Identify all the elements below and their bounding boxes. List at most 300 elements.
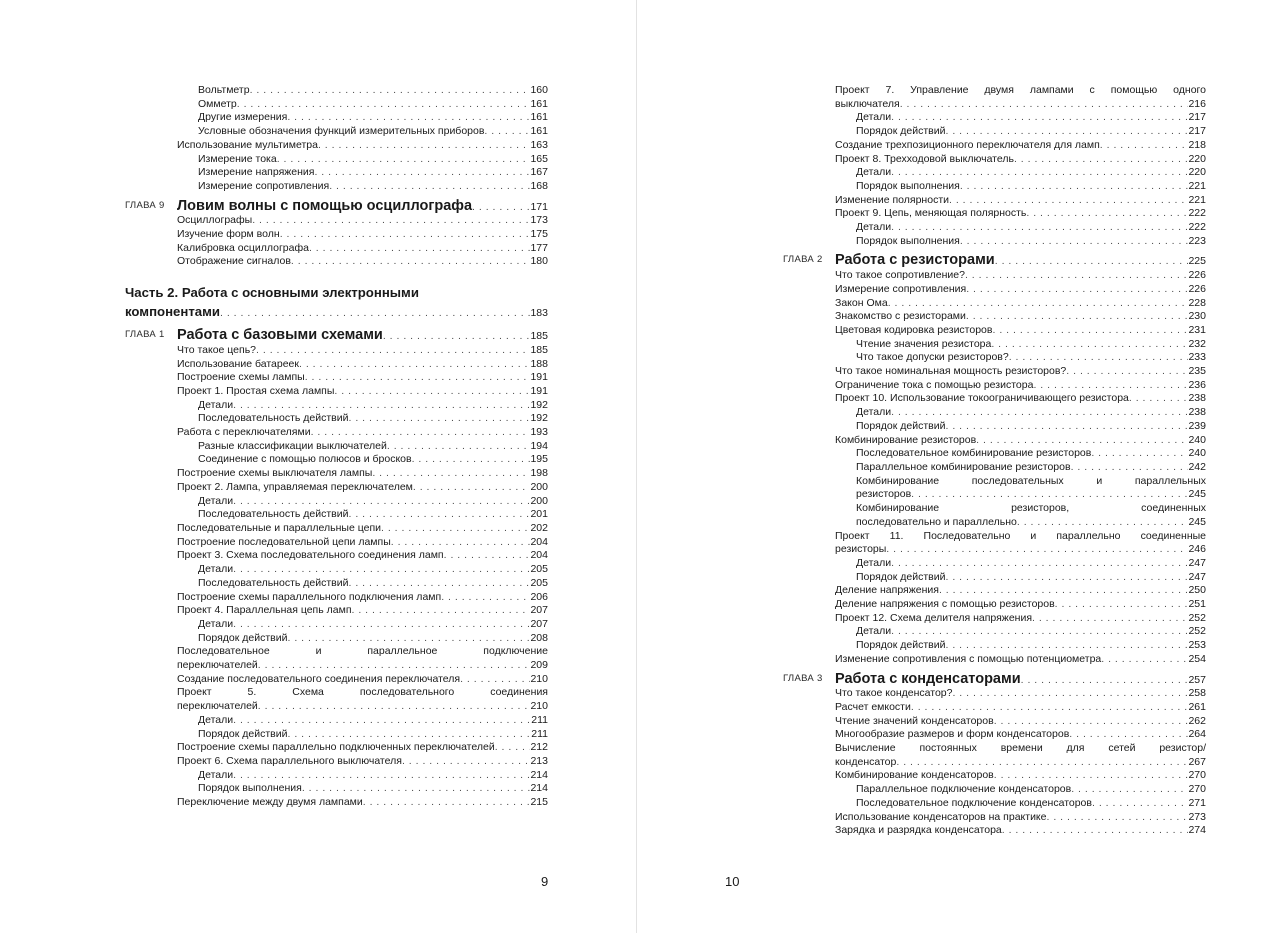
dot-leader <box>960 180 1189 194</box>
toc-entry-title: Использование конденсаторов на практике <box>835 810 1047 823</box>
toc-entry-row <box>835 365 1206 379</box>
dot-leader <box>1002 824 1189 838</box>
toc-entry-row <box>198 412 548 426</box>
toc-page-number: 274 <box>1188 824 1206 837</box>
toc-entry-title: Детали <box>198 494 234 507</box>
toc-entry-row <box>177 214 548 228</box>
toc-entry-title: Построение схемы параллельно подключенных переключателей <box>177 741 495 754</box>
toc-page-number: 200 <box>530 480 548 493</box>
toc-entry-sub <box>177 84 548 98</box>
toc-page-number: 252 <box>1188 625 1206 638</box>
toc-entry-row <box>198 495 548 509</box>
toc-entry-section <box>835 139 1206 153</box>
toc-entry-section <box>177 645 548 672</box>
dot-leader <box>966 283 1188 297</box>
toc-entry-row <box>835 811 1206 825</box>
toc-page-number: 225 <box>1188 255 1206 268</box>
toc-entry-sub <box>177 728 548 742</box>
toc-entry-section <box>835 297 1206 311</box>
dot-leader <box>309 242 531 256</box>
dot-leader <box>1021 674 1189 688</box>
dot-leader <box>1101 653 1188 667</box>
toc-entry-title: Изучение форм волн <box>177 228 280 241</box>
chapter-title: Работа с базовыми схемами <box>177 327 383 344</box>
toc-page-number: 235 <box>1188 365 1206 378</box>
toc-entry-title: Последовательное подключение конденсаторов <box>856 796 1092 809</box>
dot-leader <box>891 166 1188 180</box>
toc-page-number: 191 <box>530 371 548 384</box>
dot-leader <box>1055 598 1189 612</box>
toc-entry-section <box>835 84 1206 111</box>
dot-leader <box>1033 379 1188 393</box>
dot-leader <box>402 755 531 769</box>
dot-leader <box>896 756 1188 770</box>
toc-entry-sub <box>835 447 1206 461</box>
toc-page-number: 193 <box>530 426 548 439</box>
toc-entry-section <box>177 344 548 358</box>
toc-entry-row <box>856 571 1206 585</box>
toc-entry-sub <box>177 180 548 194</box>
dot-leader <box>291 255 531 269</box>
toc-entry-title: Создание трехпозиционного переключателя для ламп <box>835 138 1100 151</box>
toc-page-number: 173 <box>530 214 548 227</box>
toc-entry-section <box>177 481 548 495</box>
toc-page-number: 198 <box>530 467 548 480</box>
toc-page-number: 213 <box>530 754 548 767</box>
dot-leader <box>413 481 531 495</box>
toc-entry-title: Деление напряжения с помощью резисторов <box>835 598 1055 611</box>
toc-entry-row <box>198 180 548 194</box>
dot-leader <box>256 344 530 358</box>
toc-entry-first-line: Вычисление постоянных времени для сетей резистор/ <box>835 742 1206 755</box>
toc-entry-title: Порядок выполнения <box>856 179 960 192</box>
toc-entry-title: Построение схемы выключателя лампы <box>177 467 373 480</box>
toc-entry-title: резисторы <box>835 543 887 556</box>
toc-page-number: 264 <box>1188 728 1206 741</box>
toc-entry-row <box>835 434 1206 448</box>
dot-leader <box>233 495 530 509</box>
toc-entry-sub <box>177 618 548 632</box>
dot-leader <box>1066 365 1188 379</box>
toc-page-number: 218 <box>1188 138 1206 151</box>
toc-page-number: 270 <box>1188 769 1206 782</box>
chapter-title: Работа с конденсаторами <box>835 670 1021 687</box>
toc-page-number: 216 <box>1188 97 1206 110</box>
dot-leader <box>287 632 530 646</box>
toc-page-number: 191 <box>530 384 548 397</box>
toc-entry-section <box>835 434 1206 448</box>
dot-leader <box>891 557 1188 571</box>
toc-entry-row <box>835 687 1206 701</box>
toc-page-number: 242 <box>1188 460 1206 473</box>
dot-leader <box>444 549 531 563</box>
dot-leader <box>900 98 1189 112</box>
dot-leader <box>911 701 1189 715</box>
toc-entry-sub <box>835 571 1206 585</box>
dot-leader <box>334 385 530 399</box>
dot-leader <box>412 453 531 467</box>
toc-entry-row <box>198 453 548 467</box>
toc-entry-title: Последовательность действий <box>198 412 349 425</box>
toc-page-number: 247 <box>1188 570 1206 583</box>
toc-entry-row <box>177 371 548 385</box>
toc-page-number: 233 <box>1188 351 1206 364</box>
toc-page-number: 214 <box>530 782 548 795</box>
dot-leader <box>945 420 1188 434</box>
toc-entry-title: Проект 8. Трехходовой выключатель <box>835 152 1014 165</box>
toc-entry-row <box>177 255 548 269</box>
toc-entry-title: Параллельное подключение конденсаторов <box>856 783 1072 796</box>
toc-page-number: 206 <box>530 590 548 603</box>
toc-entry-section <box>177 371 548 385</box>
toc-entry-title: Детали <box>198 713 234 726</box>
dot-leader <box>329 180 530 194</box>
toc-entry-title: Детали <box>856 221 892 234</box>
toc-entry-title: Чтение значений конденсаторов <box>835 714 994 727</box>
dot-leader <box>311 426 531 440</box>
toc-page-number: 223 <box>1188 234 1206 247</box>
toc-page-number: 209 <box>530 659 548 672</box>
toc-entry-sub <box>177 495 548 509</box>
toc-entry-sub <box>177 577 548 591</box>
dot-leader <box>891 406 1188 420</box>
toc-page-number: 238 <box>1188 406 1206 419</box>
toc-page-number: 211 <box>531 713 548 726</box>
toc-entry-row <box>783 670 1206 688</box>
toc-page-number: 185 <box>530 343 548 356</box>
toc-entry-title: Детали <box>856 166 892 179</box>
dot-leader <box>472 201 530 215</box>
toc-entry-sub <box>177 166 548 180</box>
dot-leader <box>1026 207 1188 221</box>
toc-entry-row <box>177 228 548 242</box>
toc-entry-title: Изменение полярности <box>835 193 949 206</box>
toc-entry-section <box>835 653 1206 667</box>
toc-page-number: 165 <box>530 152 548 165</box>
toc-entry-row <box>835 612 1206 626</box>
toc-page-number: 253 <box>1188 639 1206 652</box>
toc-entry-title: Цветовая кодировка резисторов <box>835 323 993 336</box>
toc-entry-title: Порядок действий <box>856 570 946 583</box>
toc-entry-row <box>856 516 1206 530</box>
toc-entry-row <box>835 153 1206 167</box>
toc-entry-row <box>177 741 548 755</box>
toc-entry-first-line: Комбинирование последовательных и параллельных <box>856 474 1206 487</box>
toc-entry-row <box>177 604 548 618</box>
toc-entry-row <box>198 399 548 413</box>
toc-entry-title: Порядок действий <box>198 631 288 644</box>
toc-entry-row <box>198 125 548 139</box>
toc-entry-section <box>835 769 1206 783</box>
toc-entry-row <box>835 756 1206 770</box>
toc-entry-row <box>177 242 548 256</box>
toc-entry-sub <box>835 639 1206 653</box>
toc-entry-row <box>835 379 1206 393</box>
toc-entry-title: Калибровка осциллографа <box>177 241 309 254</box>
toc-entry-sub <box>177 125 548 139</box>
toc-entry-row <box>177 700 548 714</box>
dot-leader <box>1071 783 1188 797</box>
toc-entry-sub <box>177 453 548 467</box>
toc-page-number: 258 <box>1188 687 1206 700</box>
toc-entry-row <box>198 563 548 577</box>
toc-page-number: 220 <box>1188 152 1206 165</box>
toc-entry-title: Построение схемы лампы <box>177 371 305 384</box>
dot-leader <box>233 769 530 783</box>
toc-entry-title: Проект 1. Простая схема лампы <box>177 384 335 397</box>
toc-entry-sub <box>835 235 1206 249</box>
toc-entry-title: Закон Ома <box>835 296 888 309</box>
dot-leader <box>891 221 1188 235</box>
toc-entry-chapter <box>125 197 548 215</box>
toc-entry-title: Зарядка и разрядка конденсатора <box>835 824 1002 837</box>
chapter-label: ГЛАВА 1 <box>125 329 165 341</box>
toc-page-number: 211 <box>531 727 548 740</box>
toc-entry-chapter <box>783 252 1206 269</box>
dot-leader <box>277 153 531 167</box>
dot-leader <box>1009 351 1189 365</box>
toc-page-number: 261 <box>1188 700 1206 713</box>
toc-page-number: 215 <box>530 796 548 809</box>
toc-entry-row <box>856 797 1206 811</box>
toc-page-number: 240 <box>1188 433 1206 446</box>
toc-page-number: 200 <box>530 494 548 507</box>
toc-page-number: 251 <box>1188 598 1206 611</box>
toc-entry-title: Что такое цепь? <box>177 343 257 356</box>
toc-entry-sub <box>835 125 1206 139</box>
toc-entry-title: последовательно и параллельно <box>856 515 1017 528</box>
toc-entry-row <box>177 659 548 673</box>
toc-entry-title: Создание последовательного соединения переключателя <box>177 672 461 685</box>
toc-entry-row <box>198 440 548 454</box>
toc-entry-title: Знакомство с резисторами <box>835 310 966 323</box>
toc-entry-sub <box>835 166 1206 180</box>
dot-leader <box>994 769 1189 783</box>
toc-entry-title: Что такое конденсатор? <box>835 687 953 700</box>
toc-entry-sub <box>177 508 548 522</box>
toc-entry-row <box>198 111 548 125</box>
toc-page-number: 188 <box>530 357 548 370</box>
toc-entry-title: Последовательные и параллельные цепи <box>177 521 382 534</box>
dot-leader <box>960 235 1189 249</box>
dot-leader <box>383 330 531 344</box>
toc-entry-title: Чтение значения резистора <box>856 337 992 350</box>
toc-entry-section <box>835 612 1206 626</box>
left-page <box>0 0 636 933</box>
toc-entry-title: резисторов <box>856 488 912 501</box>
toc-page-number: 230 <box>1188 310 1206 323</box>
toc-entry-title: конденсатор <box>835 755 897 768</box>
toc-entry-section <box>177 591 548 605</box>
toc-entry-title: Детали <box>856 625 892 638</box>
dot-leader <box>1014 153 1189 167</box>
toc-entry-sub <box>177 111 548 125</box>
toc-page-number: 262 <box>1188 714 1206 727</box>
dot-leader <box>965 269 1189 283</box>
toc-page-number: 245 <box>1188 488 1206 501</box>
toc-entry-row <box>198 98 548 112</box>
toc-entry-row <box>198 166 548 180</box>
toc-entry-title: Что такое номинальная мощность резисторов? <box>835 365 1067 378</box>
toc-entry-row <box>835 98 1206 112</box>
toc-entry-first-line: Проект 5. Схема последовательного соединения <box>177 686 548 699</box>
toc-entry-title: Порядок действий <box>198 727 288 740</box>
toc-entry-row <box>856 639 1206 653</box>
toc-page-number: 205 <box>530 576 548 589</box>
toc-entry-sub <box>835 461 1206 475</box>
toc-page-number: 201 <box>530 508 548 521</box>
toc-entry-title: Порядок выполнения <box>856 234 960 247</box>
toc-page-number: 160 <box>530 84 548 96</box>
toc-page-number: 204 <box>530 549 548 562</box>
toc-entry-row <box>177 358 548 372</box>
toc-page-number: 221 <box>1188 193 1206 206</box>
toc-page-number: 239 <box>1188 419 1206 432</box>
toc-entry-row <box>835 283 1206 297</box>
table-of-contents <box>783 84 1206 838</box>
toc-entry-row <box>835 584 1206 598</box>
toc-entry-section <box>177 686 548 713</box>
toc-entry-section <box>835 379 1206 393</box>
dot-leader <box>949 194 1188 208</box>
dot-leader <box>280 228 531 242</box>
toc-entry-title: Работа с переключателями <box>177 426 311 439</box>
dot-leader <box>888 297 1189 311</box>
toc-entry-title: Разные классификации выключателей <box>198 439 387 452</box>
toc-page-number: 167 <box>530 166 548 179</box>
toc-entry-row <box>856 625 1206 639</box>
toc-entry-row <box>835 207 1206 221</box>
toc-entry-sub <box>835 338 1206 352</box>
toc-entry-row <box>835 598 1206 612</box>
toc-page-number: 271 <box>1188 796 1206 809</box>
toc-entry-title: Последовательное комбинирование резисторов <box>856 447 1092 460</box>
dot-leader <box>460 673 530 687</box>
toc-page-number: 183 <box>530 307 548 320</box>
toc-entry-section <box>835 584 1206 598</box>
toc-entry-row <box>177 344 548 358</box>
toc-entry-section <box>177 755 548 769</box>
toc-entry-title: переключателей <box>177 700 258 713</box>
toc-entry-row <box>198 632 548 646</box>
dot-leader <box>314 166 530 180</box>
toc-entry-title: Что такое сопротивление? <box>835 269 965 282</box>
toc-entry-title: Порядок выполнения <box>198 782 302 795</box>
toc-entry-row <box>856 783 1206 797</box>
toc-entry-section <box>177 549 548 563</box>
toc-entry-section <box>835 365 1206 379</box>
toc-entry-title: Соединение с помощью полюсов и бросков <box>198 453 412 466</box>
toc-page-number: 180 <box>530 255 548 268</box>
toc-entry-row <box>198 714 548 728</box>
toc-entry-sub <box>835 111 1206 125</box>
toc-entry-title: Детали <box>856 406 892 419</box>
toc-entry-row <box>198 508 548 522</box>
toc-entry-chapter <box>783 670 1206 688</box>
dot-leader <box>945 125 1188 139</box>
toc-page-number: 245 <box>1188 515 1206 528</box>
toc-entry-sub <box>835 502 1206 529</box>
dot-leader <box>1069 728 1188 742</box>
toc-entry-section <box>177 522 548 536</box>
toc-page-number: 252 <box>1188 611 1206 624</box>
dot-leader <box>994 715 1189 729</box>
dot-leader <box>258 700 531 714</box>
toc-entry-row <box>198 769 548 783</box>
toc-entry-section <box>177 358 548 372</box>
page-number: 10 <box>725 874 740 889</box>
toc-page-number: 177 <box>530 241 548 254</box>
toc-entry-row <box>198 153 548 167</box>
toc-entry-row <box>177 673 548 687</box>
toc-entry-row <box>125 197 548 215</box>
right-page <box>637 0 1273 933</box>
dot-leader <box>1017 516 1189 530</box>
toc-entry-sub <box>177 98 548 112</box>
toc-entry-row <box>783 252 1206 269</box>
toc-entry-row <box>125 327 548 344</box>
toc-entry-sub <box>177 399 548 413</box>
toc-entry-section <box>835 392 1206 406</box>
toc-entry-part <box>125 283 548 321</box>
dot-leader <box>945 639 1188 653</box>
toc-entry-title: Порядок действий <box>856 419 946 432</box>
toc-entry-section <box>177 673 548 687</box>
toc-entry-row <box>835 769 1206 783</box>
toc-entry-row <box>125 302 548 321</box>
toc-page-number: 208 <box>530 631 548 644</box>
dot-leader <box>348 412 530 426</box>
dot-leader <box>1100 139 1189 153</box>
dot-leader <box>1092 797 1188 811</box>
dot-leader <box>992 324 1188 338</box>
toc-entry-title: Комбинирование резисторов <box>835 433 977 446</box>
dot-leader <box>966 310 1189 324</box>
toc-entry-section <box>177 741 548 755</box>
toc-page-number: 238 <box>1188 392 1206 405</box>
toc-entry-row <box>835 324 1206 338</box>
toc-entry-title: Построение последовательной цепи лампы <box>177 535 391 548</box>
toc-page-number: 250 <box>1188 584 1206 597</box>
chapter-label: ГЛАВА 9 <box>125 199 165 211</box>
toc-entry-row <box>856 166 1206 180</box>
toc-entry-title: Отображение сигналов <box>177 255 291 268</box>
toc-entry-sub <box>177 153 548 167</box>
dot-leader <box>381 522 530 536</box>
toc-page-number: 220 <box>1188 166 1206 179</box>
table-of-contents <box>125 84 548 810</box>
toc-entry-sub <box>835 420 1206 434</box>
toc-entry-title: Комбинирование конденсаторов <box>835 769 994 782</box>
dot-leader <box>372 467 530 481</box>
dot-leader <box>939 584 1189 598</box>
toc-entry-section <box>835 310 1206 324</box>
toc-entry-row <box>856 461 1206 475</box>
dot-leader <box>252 214 530 228</box>
toc-entry-row <box>835 824 1206 838</box>
dot-leader <box>952 687 1188 701</box>
toc-entry-section <box>177 228 548 242</box>
toc-entry-row <box>177 481 548 495</box>
toc-entry-row <box>856 447 1206 461</box>
toc-entry-title: Многообразие размеров и форм конденсаторов <box>835 728 1070 741</box>
toc-page-number: 192 <box>530 398 548 411</box>
toc-entry-title: Другие измерения <box>198 111 288 124</box>
toc-entry-title: Вольтметр <box>198 84 250 96</box>
toc-entry-section <box>835 811 1206 825</box>
toc-entry-section <box>835 283 1206 297</box>
toc-entry-row <box>835 728 1206 742</box>
